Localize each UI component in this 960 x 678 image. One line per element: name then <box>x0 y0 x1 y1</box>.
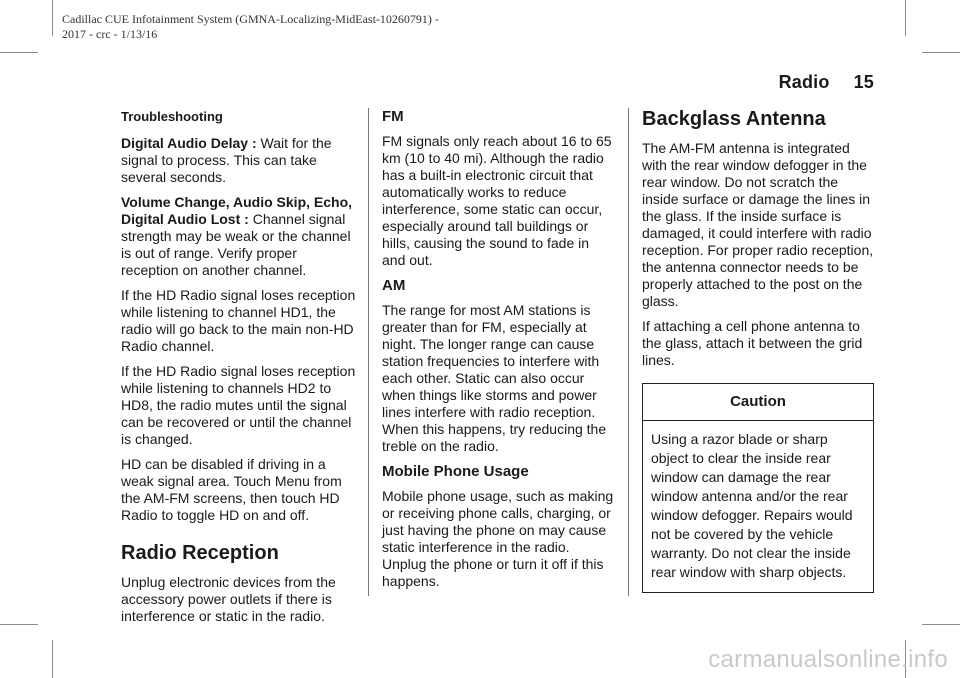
paragraph: If attaching a cell phone antenna to the glass, attach it between the grid lines. <box>642 318 863 368</box>
page-header <box>779 72 874 93</box>
mobile-phone-usage-heading: Mobile Phone Usage <box>382 463 529 480</box>
caution-text: Using a razor blade or sharp object to clear the inside rear window can damage the rear window antenna and/or the rear window defogger. Repairs would not be covered by the vehicle warranty. Do not clear the inside rear window with sharp objects. <box>651 431 853 580</box>
term-volume-change: Volume Change, Audio Skip, Echo, Digital Audio Lost : <box>121 194 353 227</box>
caution-title: Caution <box>643 384 873 421</box>
crop-mark <box>922 624 960 625</box>
paragraph <box>121 135 357 186</box>
paragraph: If the HD Radio signal loses reception while listening to channels HD2 to HD8, the radio mutes until the signal can be recovered or until the channel is changed. <box>121 363 356 447</box>
crop-mark <box>905 0 906 36</box>
document-header <box>62 12 439 42</box>
term-digital-audio-delay: Digital Audio Delay : <box>121 135 257 151</box>
radio-reception-heading: Radio Reception <box>121 542 279 564</box>
am-heading: AM <box>382 277 406 294</box>
crop-mark <box>52 640 53 678</box>
crop-mark <box>922 52 960 53</box>
paragraph: FM signals only reach about 16 to 65 km (10 to 40 mi). Although the radio has a built-in electronic circuit that automatically works to reduce interference, some static can occur, especially around tall buildings or hills, causing the sound to fade in and out. <box>382 133 612 268</box>
column-divider <box>628 108 629 596</box>
fm-heading: FM <box>382 108 404 125</box>
caution-box <box>642 383 874 593</box>
document-header-line1: Cadillac CUE Infotainment System (GMNA-Localizing-MidEast-10260791) - <box>62 12 439 26</box>
column-1 <box>121 108 357 633</box>
paragraph <box>121 194 357 279</box>
paragraph: The AM-FM antenna is integrated with the rear window defogger in the rear window. Do not scratch the inside surface or damage the lines in the glass. If the inside surface is damaged, it could interfere with radio reception. For proper radio reception, the antenna connector needs to be properly attached to the post on the glass. <box>642 140 874 309</box>
paragraph-text: Channel signal strength may be weak or the channel is out of range. Verify proper reception on another channel. <box>121 211 351 278</box>
backglass-antenna-heading: Backglass Antenna <box>642 108 826 130</box>
crop-mark <box>0 624 38 625</box>
crop-mark <box>0 52 38 53</box>
paragraph: If the HD Radio signal loses reception while listening to channel HD1, the radio will go back to the main non-HD Radio channel. <box>121 287 356 354</box>
watermark: carmanualsonline.info <box>708 646 948 673</box>
section-title: Radio <box>778 72 830 92</box>
paragraph: The range for most AM stations is greater than for FM, especially at night. The longer range can cause station frequencies to interfere with each other. Static can also occur when things like storms and power lines interfere with radio reception. When this happens, try reducing the treble on the radio. <box>382 302 607 454</box>
column-3 <box>642 108 874 593</box>
document-header-line2: 2017 - crc - 1/13/16 <box>62 27 158 41</box>
troubleshooting-heading: Troubleshooting <box>121 109 223 124</box>
page-number: 15 <box>853 72 874 92</box>
paragraph: Mobile phone usage, such as making or receiving phone calls, charging, or just having the phone on may cause static interference in the radio. Unplug the phone or turn it off if this happens. <box>382 488 614 589</box>
column-2 <box>382 108 614 598</box>
paragraph: Unplug electronic devices from the accessory power outlets if there is interference or static in the radio. <box>121 574 336 624</box>
paragraph: HD can be disabled if driving in a weak signal area. Touch Menu from the AM-FM screens, then touch HD Radio to toggle HD on and off. <box>121 456 342 523</box>
paragraph-text: Wait for the signal to process. This can take several seconds. <box>121 135 332 185</box>
column-divider <box>368 108 369 596</box>
crop-mark <box>52 0 53 36</box>
